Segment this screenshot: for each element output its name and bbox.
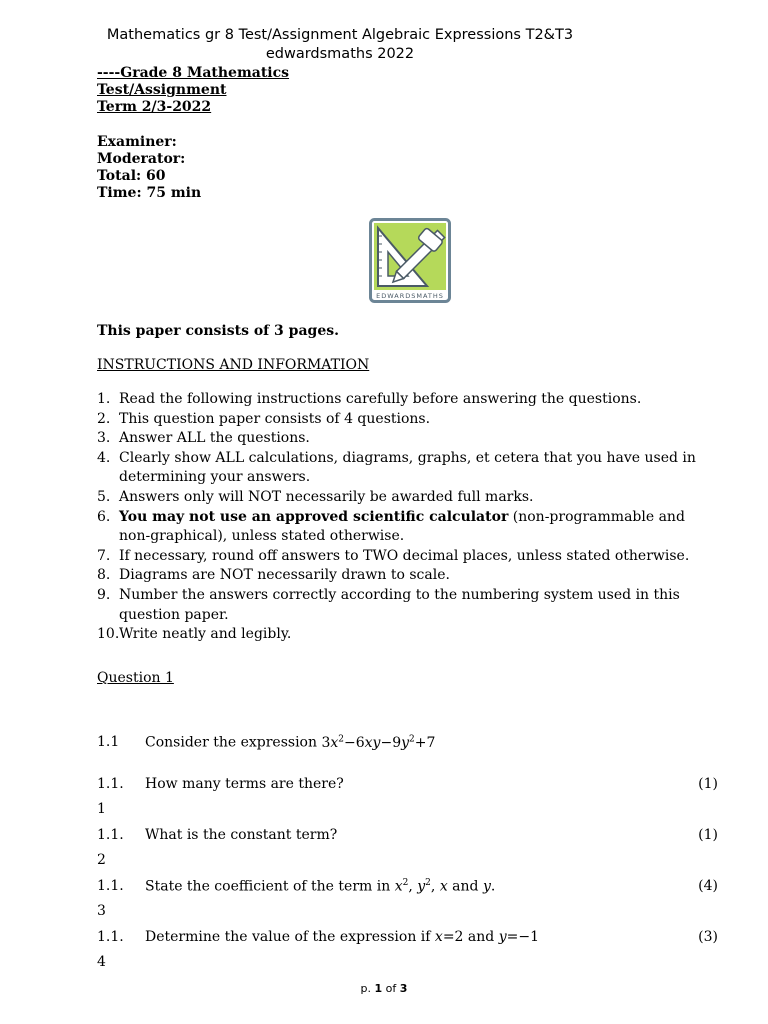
marks: (1) bbox=[698, 776, 718, 792]
instruction-item: 4. Clearly show ALL calculations, diagrams, graphs, et cetera that you have used in determining your answers. bbox=[97, 449, 696, 486]
marks: (4) bbox=[698, 878, 718, 894]
logo-text: EDWARDSMATHS bbox=[376, 292, 444, 300]
instructions-heading: INSTRUCTIONS AND INFORMATION bbox=[97, 357, 370, 373]
instruction-item: 1. Read the following instructions carefully before answering the questions. bbox=[97, 391, 642, 407]
paper-meta bbox=[97, 65, 289, 202]
time-line: Time: 75 min bbox=[97, 185, 202, 202]
instruction-item: 8. Diagrams are NOT necessarily drawn to scale. bbox=[97, 567, 450, 584]
question-1-heading: Question 1 bbox=[97, 670, 174, 686]
pages-note: This paper consists of 3 pages. bbox=[97, 323, 339, 339]
instruction-item: 3. Answer ALL the questions. bbox=[97, 430, 310, 447]
term-line: Term 2/3-2022 bbox=[97, 99, 212, 116]
expression: $3x^2-6xy-9y^2+7$ bbox=[321, 734, 436, 751]
instruction-item: 5. Answers only will NOT necessarily be awarded full marks. bbox=[97, 488, 534, 505]
moderator-line: Moderator: bbox=[97, 150, 186, 167]
total-line: Total: 60 bbox=[97, 168, 166, 185]
page-footer: p. 1 of 3 bbox=[360, 982, 408, 995]
instruction-item: 2. This question paper consists of 4 questions. bbox=[97, 410, 431, 427]
instruction-item: 9. Number the answers correctly according to the numbering system used in this question paper. bbox=[97, 586, 680, 623]
marks: (1) bbox=[698, 827, 718, 843]
header-subtitle: edwardsmaths 2022 bbox=[265, 46, 415, 62]
instruction-item: 6. You may not use an approved scientific calculator (non-programmable and non-graphical), unless stated otherwise. bbox=[97, 508, 685, 545]
instruction-item: 7. If necessary, round off answers to TWO decimal places, unless stated otherwise. bbox=[97, 547, 690, 564]
grade-line: ----Grade 8 Mathematics bbox=[97, 65, 290, 81]
marks: (3) bbox=[698, 929, 718, 945]
examiner-line: Examiner: bbox=[97, 133, 177, 150]
instruction-item: 10. Write neatly and legibly. bbox=[97, 626, 292, 643]
edwardsmaths-logo bbox=[369, 218, 451, 303]
instructions-list bbox=[97, 390, 697, 645]
type-line: Test/Assignment bbox=[97, 82, 227, 99]
header-title: Mathematics gr 8 Test/Assignment Algebraic Expressions T2&T3 bbox=[106, 27, 574, 43]
